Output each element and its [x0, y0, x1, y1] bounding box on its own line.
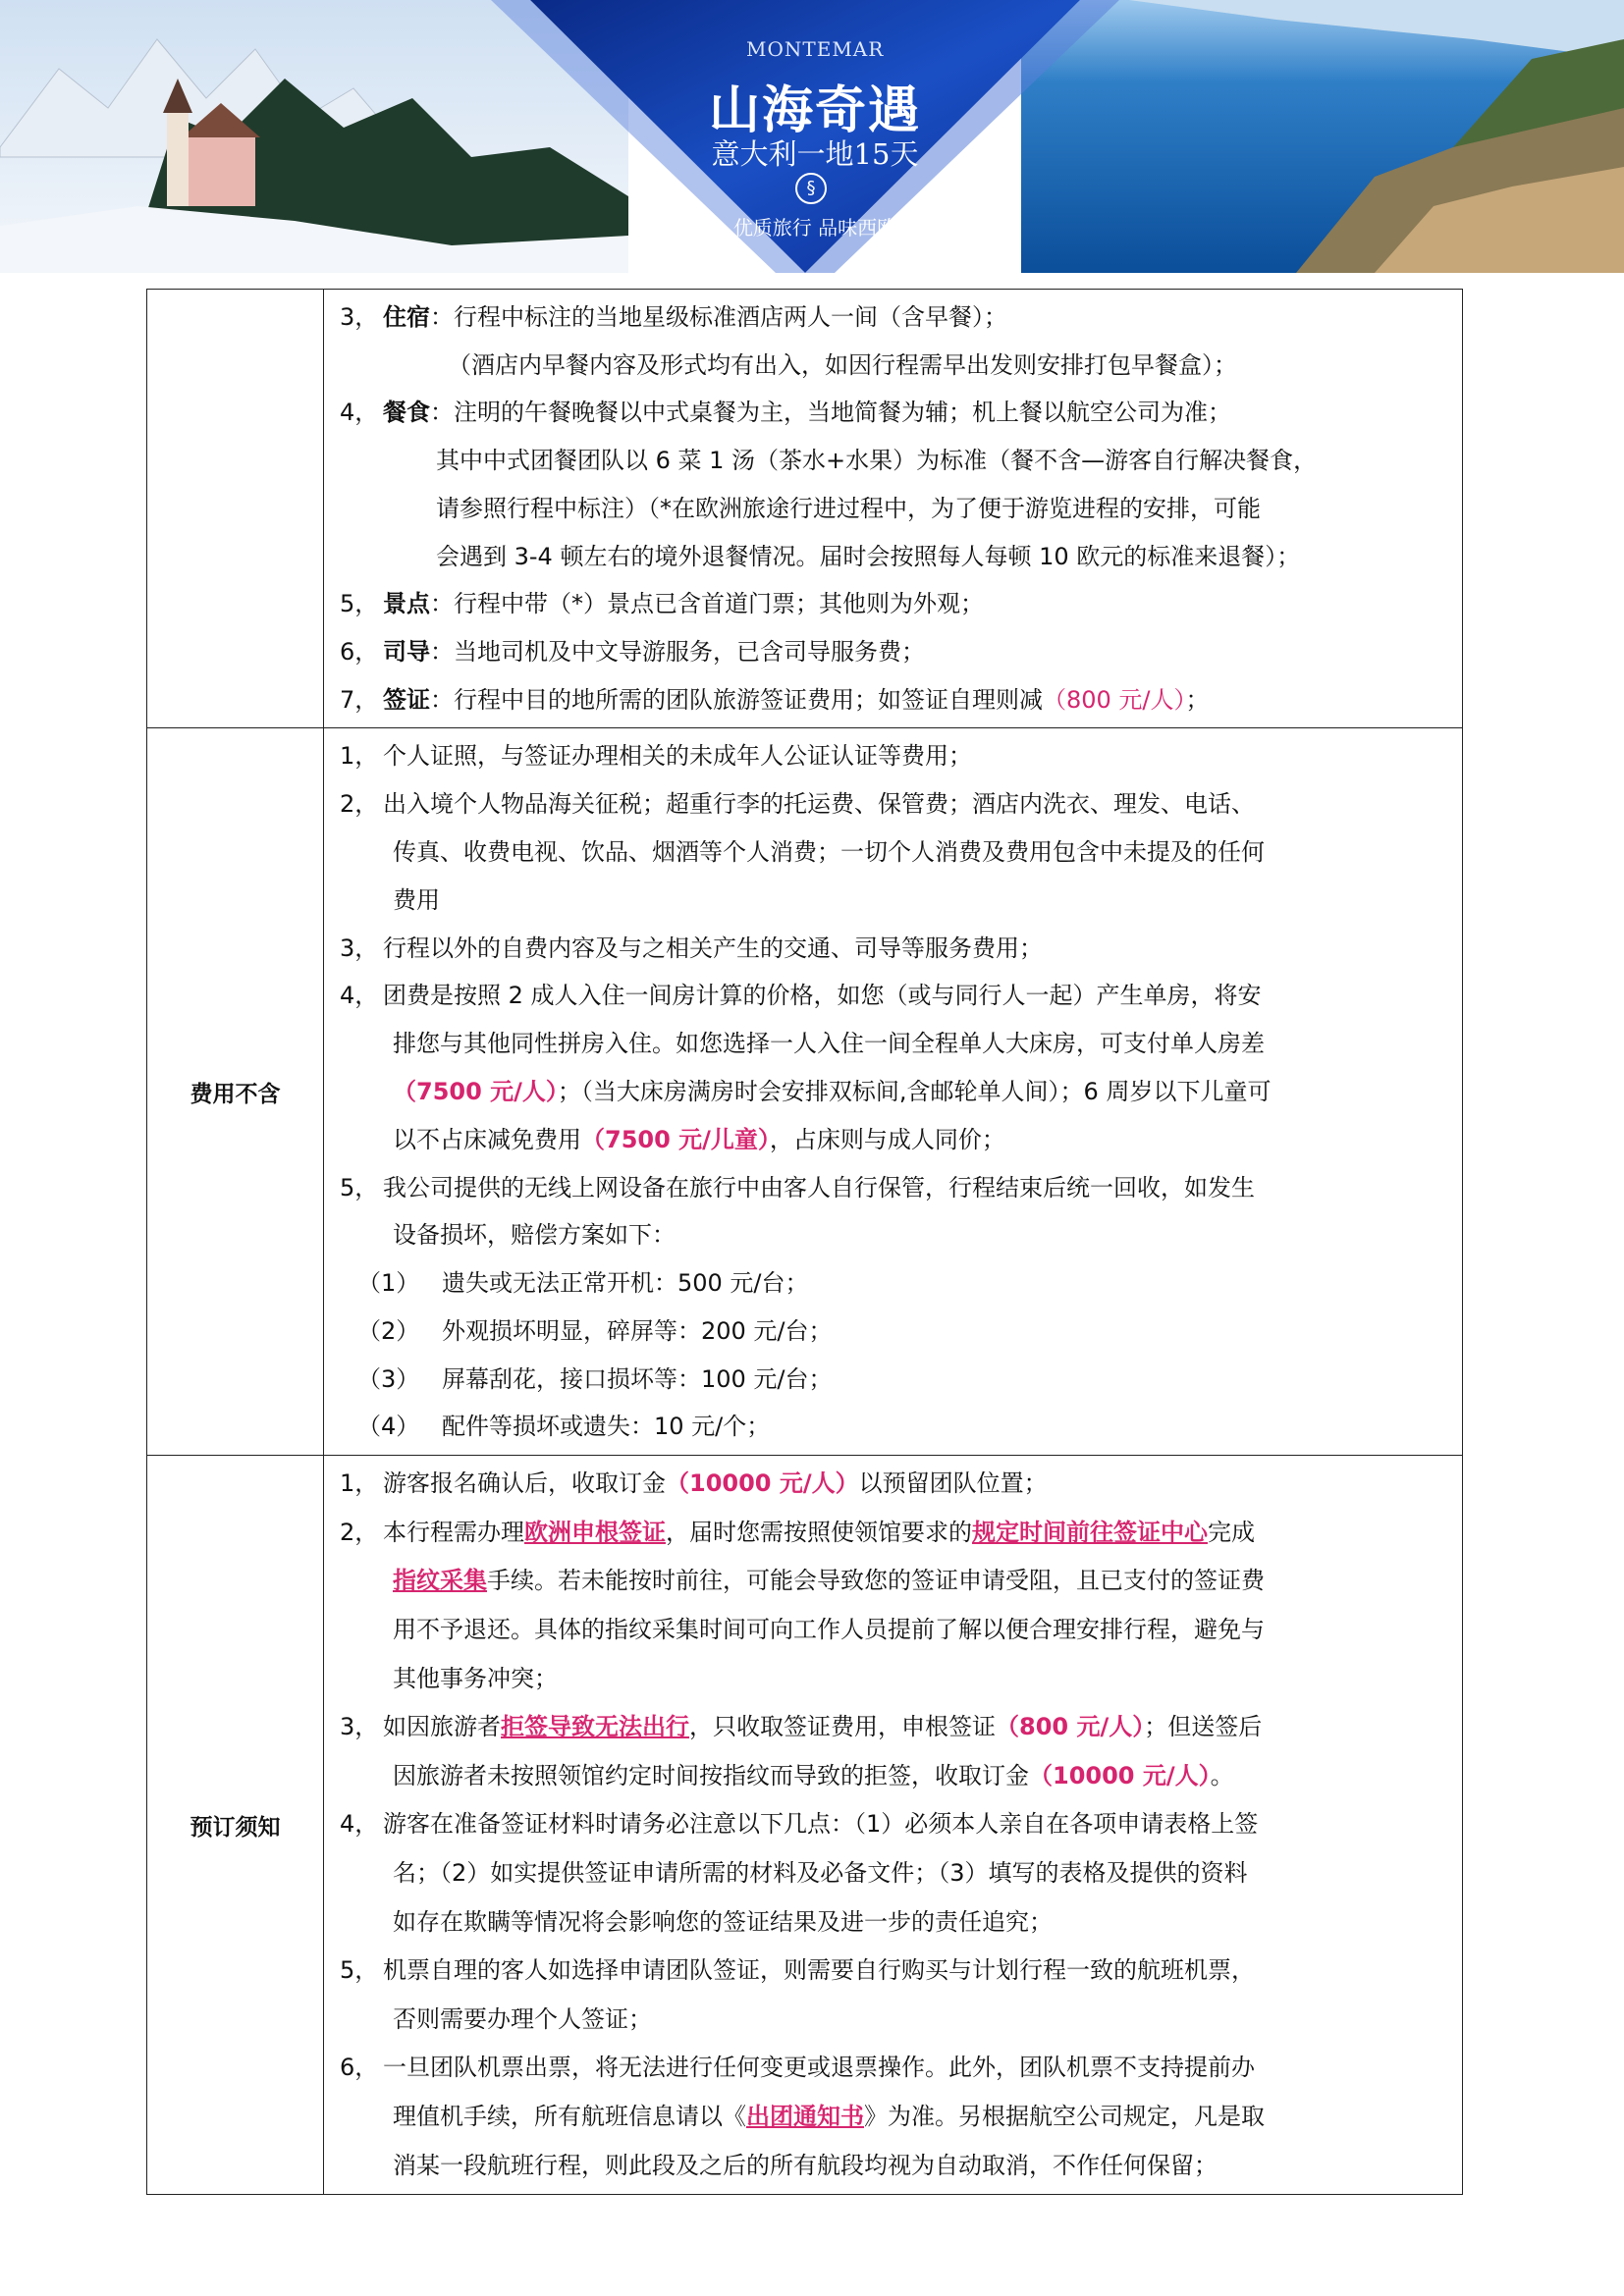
list-item: 以不占床减免费用（7500 元/儿童），占床则与成人同价；	[393, 1125, 1005, 1153]
tour-subtitle: 意大利一地15天	[711, 137, 919, 171]
list-item: 5， 我公司提供的无线上网设备在旅行中由客人自行保管，行程结束后统一回收，如发生	[340, 1173, 1255, 1201]
row-label-booking: 预订须知	[147, 1456, 324, 2195]
list-item: 因旅游者未按照领馆约定时间按指纹而导致的拒签，收取订金（10000 元/人）。	[393, 1761, 1234, 1789]
list-item: 其他事务冲突；	[393, 1664, 558, 1692]
list-item: 请参照行程中标注）（*在欧洲旅途行进过程中，为了便于游览进程的安排，可能	[436, 494, 1261, 522]
info-table	[146, 289, 1463, 2195]
list-item: 3， 行程以外的自费内容及与之相关产生的交通、司导等服务费用；	[340, 934, 1043, 962]
list-item: 名；（2）如实提供签证申请所需的材料及必备文件；（3）填写的表格及提供的资料	[393, 1859, 1248, 1888]
list-item: 否则需要办理个人签证；	[393, 2004, 652, 2033]
list-item: 如存在欺瞒等情况将会影响您的签证结果及进一步的责任追究；	[393, 1907, 1053, 1936]
list-item: （1） 遗失或无法正常开机：500 元/台；	[357, 1269, 809, 1298]
list-item: 用不予退还。具体的指纹采集时间可向工作人员提前了解以便合理安排行程，避免与	[393, 1616, 1265, 1644]
list-item: （酒店内早餐内容及形式均有出入，如因行程需早出发则安排打包早餐盒）；	[448, 350, 1237, 379]
slogan: 优质旅行 品味西欧	[732, 216, 897, 240]
table-row-include	[147, 290, 1463, 728]
brand-name: MONTEMAR	[746, 37, 885, 61]
list-item: 5， 机票自理的客人如选择申请团队签证，则需要自行购买与计划行程一致的航班机票，	[340, 1956, 1255, 1985]
list-item: 6， 一旦团队机票出票，将无法进行任何变更或退票操作。此外，团队机票不支持提前办	[340, 2054, 1255, 2082]
list-item: （7500 元/人）；（当大床房满房时会安排双标间,含邮轮单人间）；6 周岁以下儿童可	[393, 1077, 1272, 1105]
table-row-exclude	[147, 728, 1463, 1456]
row-label-exclude: 费用不含	[147, 728, 324, 1456]
list-item: 2， 出入境个人物品海关征税；超重行李的托运费、保管费；酒店内洗衣、理发、电话、	[340, 790, 1255, 819]
list-item: 传真、收费电视、饮品、烟酒等个人消费；一切个人消费及费用包含中未提及的任何	[393, 837, 1265, 866]
list-item: 理值机手续，所有航班信息请以《出团通知书》为准。另根据航空公司规定，凡是取	[393, 2103, 1265, 2130]
header-banner	[0, 0, 1624, 273]
list-item: 4， 餐食：注明的午餐晚餐以中式桌餐为主，当地简餐为辅；机上餐以航空公司为准；	[340, 399, 1231, 427]
list-item: 1， 游客报名确认后，收取订金（10000 元/人）以预留团队位置；	[340, 1469, 1048, 1498]
list-item: 排您与其他同性拼房入住。如您选择一人入住一间全程单人大床房，可支付单人房差	[393, 1030, 1265, 1058]
list-item: 3， 如因旅游者拒签导致无法出行，只收取签证费用，申根签证（800 元/人）；但送签后	[340, 1713, 1263, 1741]
list-item: 7， 签证：行程中目的地所需的团队旅游签证费用；如签证自理则减（800 元/人）；	[340, 685, 1210, 714]
list-item: 费用	[393, 885, 440, 914]
list-item: 设备损坏，赔偿方案如下：	[393, 1221, 676, 1250]
list-item: 5， 景点：行程中带（*）景点已含首道门票；其他则为外观；	[340, 590, 984, 618]
s-logo-icon: §	[795, 173, 827, 204]
table-row-booking	[147, 1456, 1463, 2195]
list-item: 4， 游客在准备签证材料时请务必注意以下几点：（1）必须本人亲自在各项申请表格上签	[340, 1810, 1259, 1839]
list-item: 会遇到 3-4 顿左右的境外退餐情况。届时会按照每人每顿 10 欧元的标准来退餐）；	[436, 542, 1301, 570]
list-item: 消某一段航班行程，则此段及之后的所有航段均视为自动取消，不作任何保留；	[393, 2151, 1218, 2179]
list-item: （3） 屏幕刮花，接口损坏等：100 元/台；	[357, 1364, 833, 1393]
list-item: 4， 团费是按照 2 成人入住一间房计算的价格，如您（或与同行人一起）产生单房，将安	[340, 982, 1262, 1010]
list-item: 6， 司导：当地司机及中文导游服务，已含司导服务费；	[340, 637, 925, 666]
row-label-include	[147, 290, 324, 728]
list-item: 1， 个人证照，与签证办理相关的未成年人公证认证等费用；	[340, 742, 972, 771]
list-item: （2） 外观损坏明显，碎屏等：200 元/台；	[357, 1316, 833, 1345]
tour-title: 山海奇遇	[708, 80, 921, 140]
list-item: 2， 本行程需办理欧洲申根签证，届时您需按照使领馆要求的规定时间前往签证中心完成	[340, 1518, 1255, 1546]
exclude-content	[324, 728, 1463, 1456]
list-item: 指纹采集手续。若未能按时前往，可能会导致您的签证申请受阻，且已支付的签证费	[393, 1567, 1265, 1595]
list-item: 3， 住宿：行程中标注的当地星级标准酒店两人一间（含早餐）；	[340, 303, 1007, 331]
list-item: （4） 配件等损坏或遗失：10 元/个；	[357, 1413, 771, 1441]
list-item: 其中中式团餐团队以 6 菜 1 汤（茶水+水果）为标准（餐不含—游客自行解决餐食，	[436, 447, 1318, 475]
include-content	[324, 290, 1463, 728]
booking-content	[324, 1456, 1463, 2195]
